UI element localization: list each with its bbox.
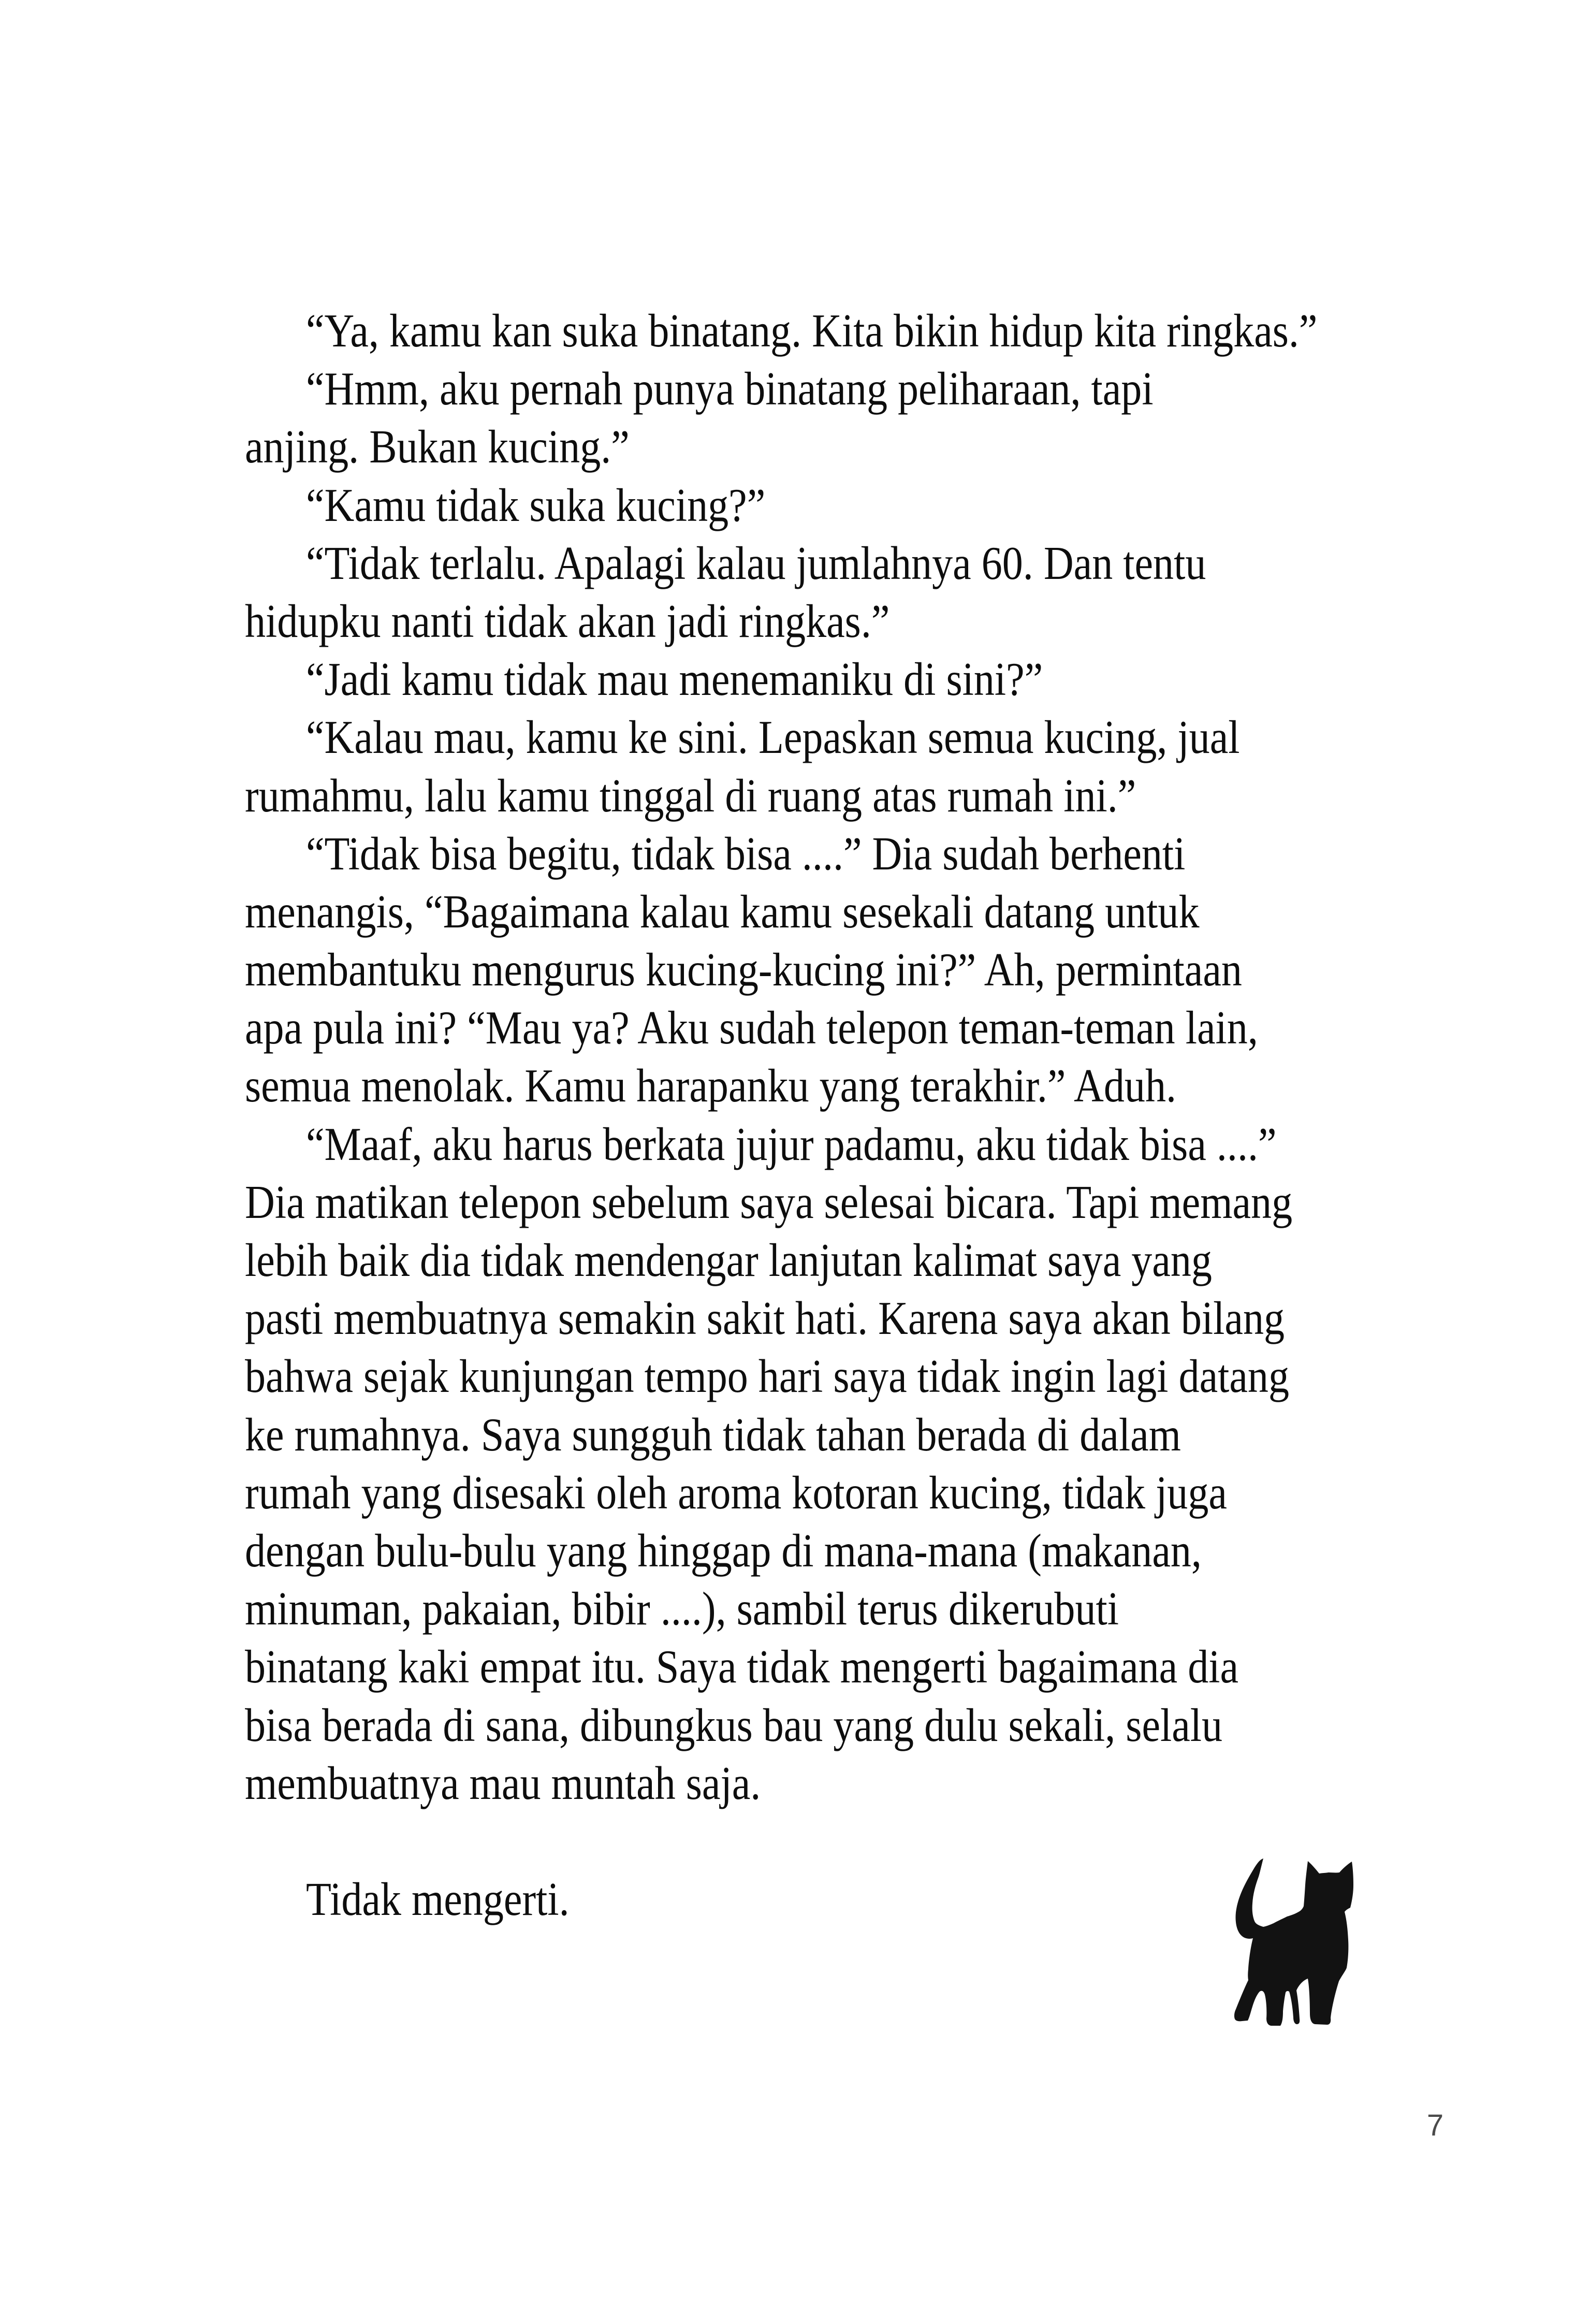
text-line: rumahmu, lalu kamu tinggal di ruang atas rumah ini.” — [245, 769, 1136, 822]
text-line: bisa berada di sana, dibungkus bau yang dulu sekali, selalu — [245, 1698, 1223, 1751]
text-line: “Hmm, aku pernah punya binatang peliharaan, tapi — [306, 362, 1154, 415]
text-line: Dia matikan telepon sebelum saya selesai bicara. Tapi memang — [245, 1175, 1293, 1228]
text-line: lebih baik dia tidak mendengar lanjutan kalimat saya yang — [245, 1234, 1212, 1286]
text-line: “Tidak bisa begitu, tidak bisa ....” Dia sudah berhenti — [306, 827, 1186, 880]
text-line: apa pula ini? “Mau ya? Aku sudah telepon teman-teman lain, — [245, 1001, 1258, 1054]
text-line: rumah yang disesaki oleh aroma kotoran kucing, tidak juga — [245, 1466, 1227, 1519]
text-line: membantuku mengurus kucing-kucing ini?” Ah, permintaan — [245, 943, 1242, 996]
text-line: anjing. Bukan kucing.” — [245, 420, 630, 473]
text-line: “Tidak terlalu. Apalagi kalau jumlahnya 60. Dan tentu — [306, 536, 1206, 589]
text-line: “Jadi kamu tidak mau menemaniku di sini?” — [306, 653, 1043, 706]
text-line: hidupku nanti tidak akan jadi ringkas.” — [245, 594, 890, 647]
page-number: 7 — [1426, 2109, 1444, 2142]
text-line: minuman, pakaian, bibir ....), sambil terus dikerubuti — [245, 1582, 1119, 1635]
black-cat-illustration — [1234, 1858, 1354, 2027]
text-line: membuatnya mau muntah saja. — [245, 1756, 761, 1809]
text-block — [245, 302, 1436, 1928]
text-line: menangis, “Bagaimana kalau kamu sesekali datang untuk — [245, 885, 1200, 938]
black-cat-icon — [1234, 1858, 1354, 2027]
text-line: “Kalau mau, kamu ke sini. Lepaskan semua kucing, jual — [306, 711, 1240, 764]
text-line: dengan bulu-bulu yang hinggap di mana-mana (makanan, — [245, 1524, 1202, 1577]
text-line: pasti membuatnya semakin sakit hati. Karena saya akan bilang — [245, 1292, 1285, 1345]
closing-line: Tidak mengerti. — [306, 1873, 570, 1926]
text-line: “Ya, kamu kan suka binatang. Kita bikin hidup kita ringkas.” — [306, 304, 1318, 357]
text-line: “Kamu tidak suka kucing?” — [306, 478, 766, 531]
text-line: “Maaf, aku harus berkata jujur padamu, aku tidak bisa ....” — [306, 1117, 1277, 1170]
text-line: ke rumahnya. Saya sungguh tidak tahan berada di dalam — [245, 1408, 1181, 1461]
text-line: binatang kaki empat itu. Saya tidak mengerti bagaimana dia — [245, 1640, 1239, 1693]
text-line: semua menolak. Kamu harapanku yang terakhir.” Aduh. — [245, 1059, 1177, 1112]
text-line: bahwa sejak kunjungan tempo hari saya tidak ingin lagi datang — [245, 1350, 1290, 1403]
